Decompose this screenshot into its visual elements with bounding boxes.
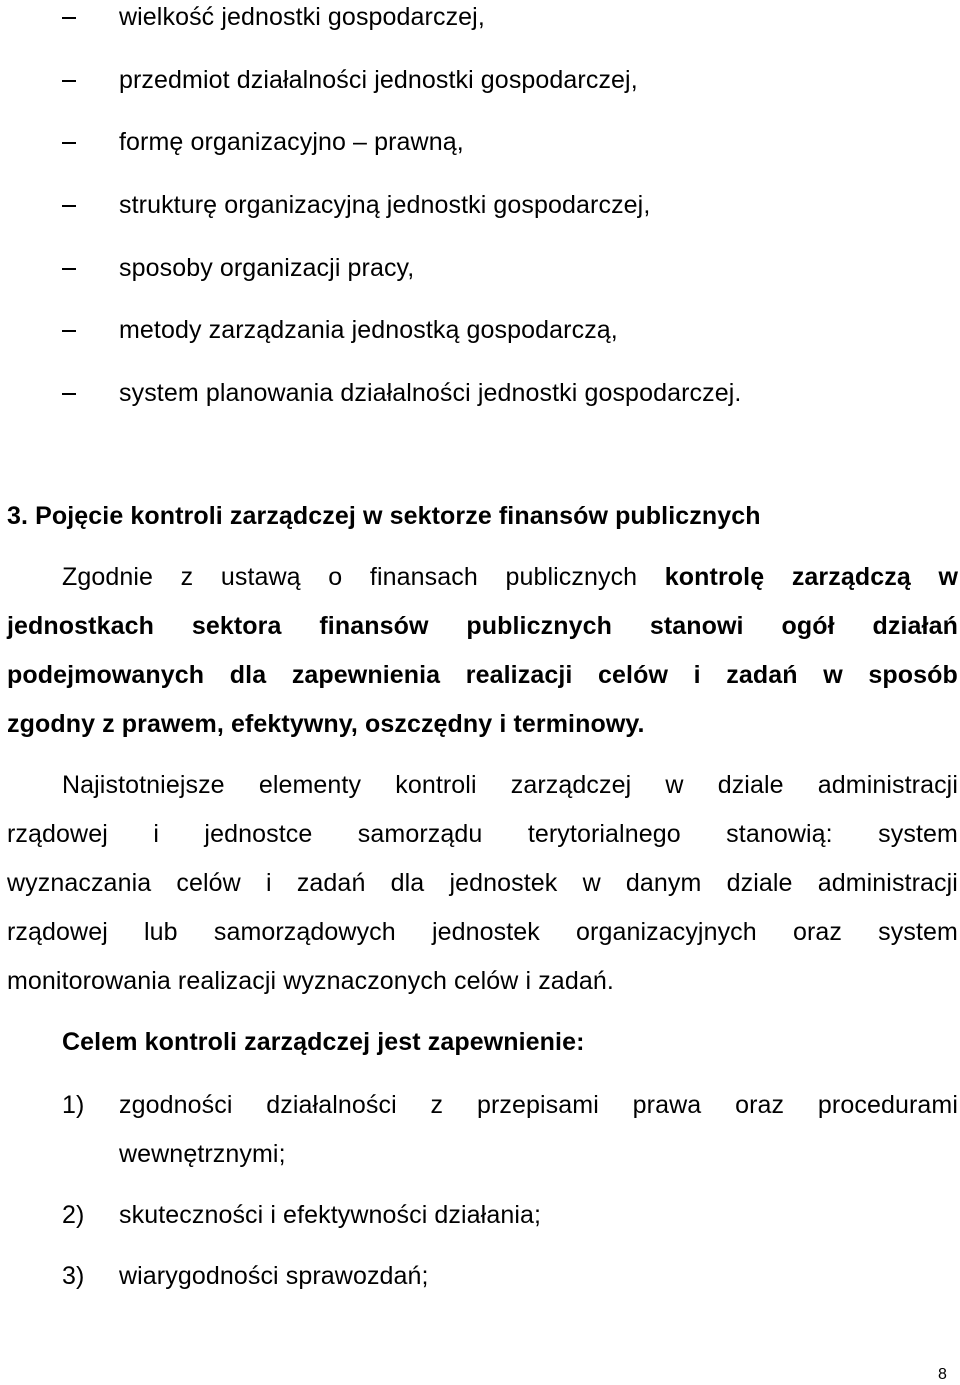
word: jednostkach xyxy=(7,612,154,640)
word: oraz xyxy=(792,918,842,946)
word: zarządczej xyxy=(510,771,632,799)
word: rządowej xyxy=(7,820,108,848)
word: sposób xyxy=(868,661,958,689)
paragraph-line xyxy=(7,611,958,641)
word: i xyxy=(693,661,701,689)
word: publicznych xyxy=(505,563,638,591)
word: elementy xyxy=(258,771,362,799)
list-item xyxy=(0,1090,960,1120)
word-bold: w xyxy=(938,563,958,591)
word: w xyxy=(582,869,601,897)
paragraph-line: monitorowania realizacji wyznaczonych celów i zadań. xyxy=(7,967,614,995)
word: stanowi xyxy=(649,612,744,640)
word: realizacji xyxy=(465,661,573,689)
word: ustawą xyxy=(220,563,301,591)
list-item-text xyxy=(119,1090,958,1120)
dash-bullet xyxy=(62,330,76,332)
word: prawa xyxy=(632,1091,702,1119)
word: podejmowanych xyxy=(7,661,205,689)
word: dziale xyxy=(717,771,784,799)
word: administracji xyxy=(817,771,958,799)
word-bold: kontrolę xyxy=(664,563,765,591)
word: system xyxy=(878,820,958,848)
word: system xyxy=(878,918,958,946)
list-item-continuation: wewnętrznymi; xyxy=(119,1140,286,1168)
word: z xyxy=(180,563,194,591)
list-item-text: wielkość jednostki gospodarczej, xyxy=(119,3,485,31)
word: dziale xyxy=(726,869,793,897)
list-item xyxy=(0,1261,960,1291)
word: procedurami xyxy=(817,1091,958,1119)
list-item-text: wiarygodności sprawozdań; xyxy=(119,1262,429,1290)
word: lub xyxy=(144,918,178,946)
word: jednostek xyxy=(449,869,558,897)
page-number: 8 xyxy=(938,1366,947,1383)
list-number: 1) xyxy=(62,1091,85,1119)
word: administracji xyxy=(817,869,958,897)
word: rządowej xyxy=(7,918,108,946)
dash-bullet xyxy=(62,17,76,19)
word: samorządu xyxy=(357,820,483,848)
paragraph-line xyxy=(7,917,958,947)
list-item-text: sposoby organizacji pracy, xyxy=(119,254,415,282)
word: jednostek xyxy=(431,918,540,946)
list-number: 2) xyxy=(62,1201,85,1229)
word: zadań xyxy=(296,869,366,897)
list-item-text: formę organizacyjno – prawną, xyxy=(119,128,464,156)
dash-bullet xyxy=(62,393,76,395)
word: dla xyxy=(229,661,267,689)
word: zapewnienia xyxy=(291,661,441,689)
list-item-text: strukturę organizacyjną jednostki gospodarczej, xyxy=(119,191,651,219)
word: z xyxy=(430,1091,444,1119)
word: sektora xyxy=(191,612,282,640)
list-item xyxy=(0,65,960,95)
goal-heading: Celem kontroli zarządczej jest zapewnienie: xyxy=(62,1028,585,1056)
word: i xyxy=(153,820,159,848)
list-item-text: system planowania działalności jednostki gospodarczej. xyxy=(119,379,742,407)
word: celów xyxy=(598,661,669,689)
word: celów xyxy=(176,869,241,897)
word: finansach xyxy=(369,563,478,591)
word: kontroli xyxy=(395,771,477,799)
paragraph-line xyxy=(7,660,958,690)
word: i xyxy=(266,869,272,897)
list-item xyxy=(0,190,960,220)
dash-bullet xyxy=(62,268,76,270)
paragraph-line xyxy=(7,868,958,898)
list-item xyxy=(0,127,960,157)
paragraph-line xyxy=(62,770,958,800)
word: finansów xyxy=(319,612,429,640)
paragraph-line xyxy=(7,819,958,849)
list-item xyxy=(0,1200,960,1230)
word: stanowią: xyxy=(726,820,833,848)
word: Zgodnie xyxy=(62,563,154,591)
word: oraz xyxy=(735,1091,785,1119)
word: działań xyxy=(872,612,958,640)
list-item xyxy=(0,315,960,345)
word: o xyxy=(328,563,343,591)
word: dla xyxy=(390,869,425,897)
list-number: 3) xyxy=(62,1262,85,1290)
list-item-text: metody zarządzania jednostką gospodarczą, xyxy=(119,316,618,344)
list-item xyxy=(0,378,960,408)
word: jednostce xyxy=(204,820,313,848)
list-item xyxy=(0,253,960,283)
word: organizacyjnych xyxy=(576,918,757,946)
paragraph-line xyxy=(62,562,958,592)
word: danym xyxy=(625,869,702,897)
word: w xyxy=(823,661,843,689)
word: zgodności xyxy=(119,1091,233,1119)
paragraph-line: zgodny z prawem, efektywny, oszczędny i terminowy. xyxy=(7,710,645,738)
word: ogół xyxy=(781,612,835,640)
word: w xyxy=(665,771,684,799)
dash-bullet xyxy=(62,142,76,144)
list-item xyxy=(0,2,960,32)
word: samorządowych xyxy=(213,918,396,946)
dash-bullet xyxy=(62,80,76,82)
word: działalności xyxy=(266,1091,397,1119)
list-item-text: skuteczności i efektywności działania; xyxy=(119,1201,542,1229)
word: przepisami xyxy=(476,1091,599,1119)
word: publicznych xyxy=(466,612,612,640)
list-item-text: przedmiot działalności jednostki gospodarczej, xyxy=(119,66,638,94)
word: Najistotniejsze xyxy=(62,771,225,799)
word-bold: zarządczą xyxy=(791,563,911,591)
word: wyznaczania xyxy=(7,869,152,897)
word: zadań xyxy=(726,661,798,689)
word: terytorialnego xyxy=(527,820,681,848)
dash-bullet xyxy=(62,205,76,207)
section-heading: 3. Pojęcie kontroli zarządczej w sektorze finansów publicznych xyxy=(7,502,761,530)
